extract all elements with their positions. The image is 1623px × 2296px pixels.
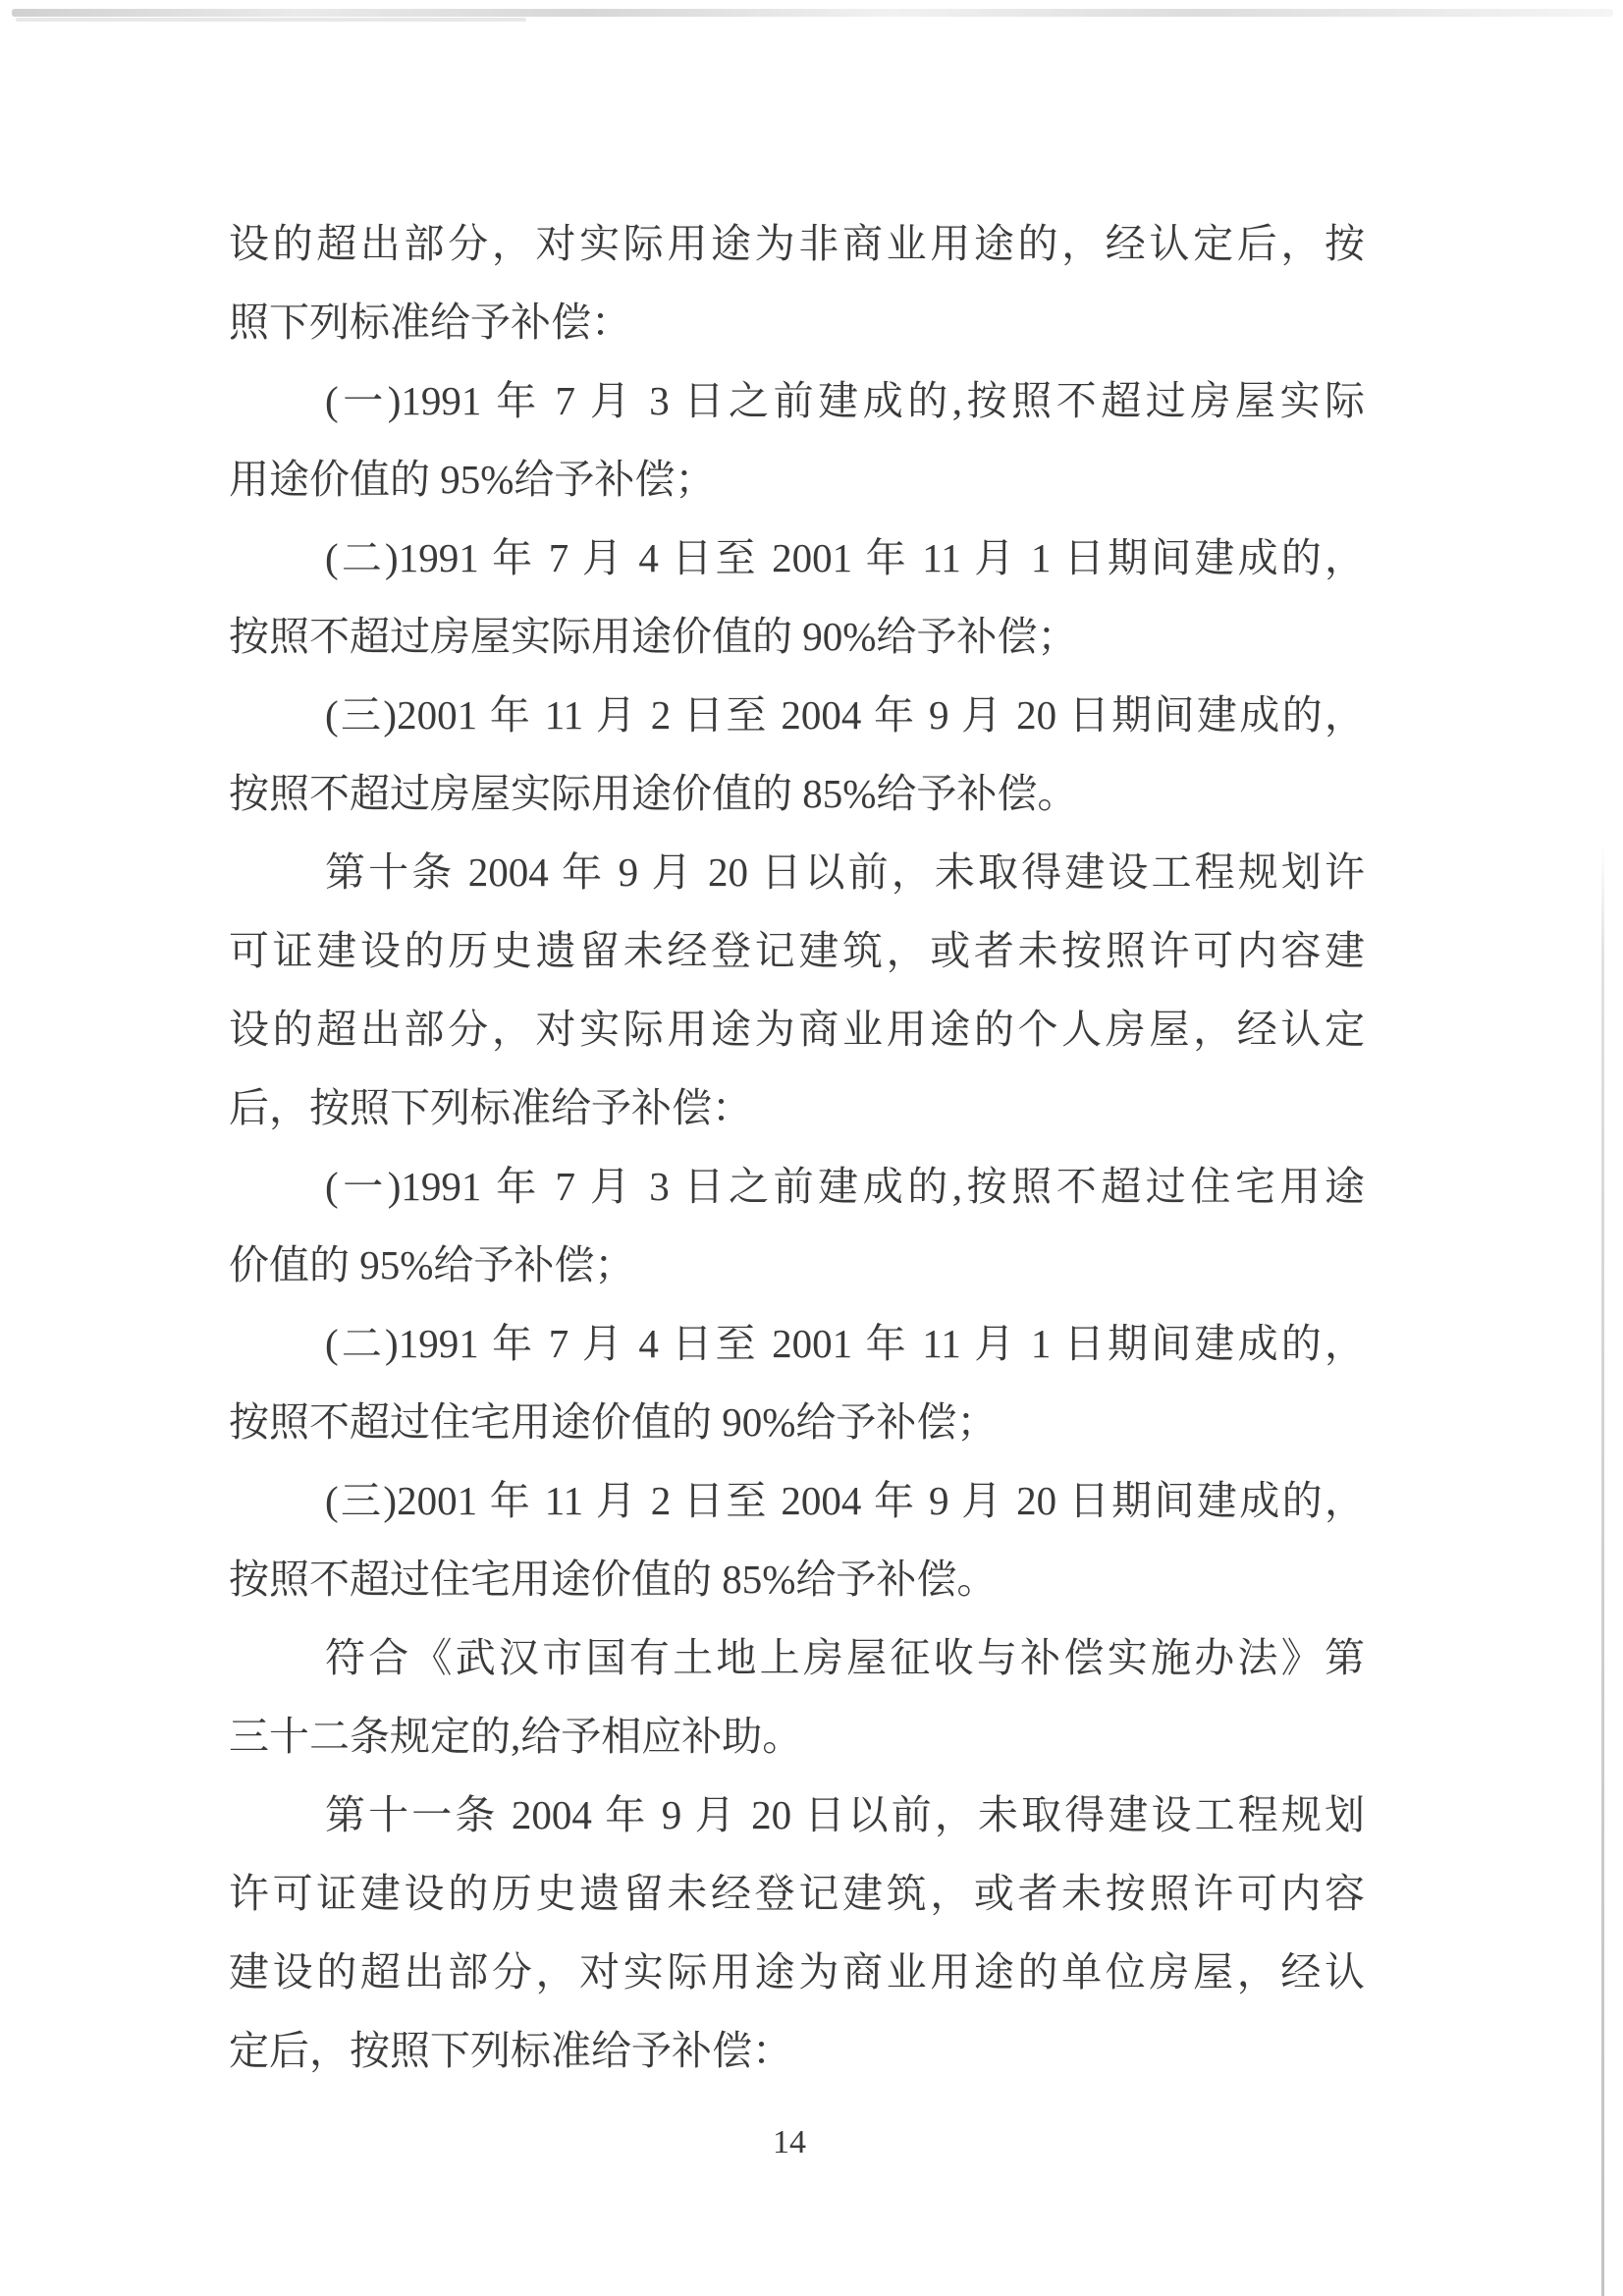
scan-artifact-right-edge-line <box>1601 845 1604 2296</box>
text-line: (二)1991 年 7 月 4 日至 2001 年 11 月 1 日期间建成的， <box>325 1321 1365 1366</box>
scan-artifact-top-streak <box>12 9 1613 17</box>
text-line: 按照不超过住宅用途价值的 90%给予补偿； <box>229 1399 998 1445</box>
page-number: 14 <box>773 2124 806 2160</box>
text-line: 设的超出部分，对实际用途为商业用途的个人房屋，经认定 <box>229 1007 1365 1052</box>
text-line: 按照不超过房屋实际用途价值的 90%给予补偿； <box>229 614 1078 659</box>
text-line: 用途价值的 95%给予补偿； <box>229 457 716 502</box>
text-line: 按照不超过住宅用途价值的 85%给予补偿。 <box>229 1557 998 1602</box>
text-line: 后，按照下列标准给予补偿： <box>229 1085 752 1130</box>
text-line: 按照不超过房屋实际用途价值的 85%给予补偿。 <box>229 771 1078 816</box>
text-line: 三十二条规定的,给予相应补助。 <box>229 1714 803 1759</box>
scan-artifact-top-streak-secondary <box>16 18 526 22</box>
text-line: (一)1991 年 7 月 3 日之前建成的,按照不超过房屋实际 <box>325 378 1365 423</box>
text-line: 建设的超出部分，对实际用途为商业用途的单位房屋，经认 <box>229 1949 1365 1995</box>
text-line: 可证建设的历史遗留未经登记建筑，或者未按照许可内容建 <box>229 928 1365 973</box>
text-line: 定后，按照下列标准给予补偿： <box>229 2028 792 2073</box>
text-line: (一)1991 年 7 月 3 日之前建成的,按照不超过住宅用途 <box>325 1164 1365 1209</box>
document-text-column <box>229 204 1365 2090</box>
text-line: (二)1991 年 7 月 4 日至 2001 年 11 月 1 日期间建成的， <box>325 535 1365 580</box>
text-line: 第十条 2004 年 9 月 20 日以前，未取得建设工程规划许 <box>325 849 1365 895</box>
text-line: 符合《武汉市国有土地上房屋征收与补偿实施办法》第 <box>325 1635 1365 1680</box>
text-line: 价值的 95%给予补偿； <box>229 1242 635 1287</box>
text-line: 许可证建设的历史遗留未经登记建筑，或者未按照许可内容 <box>229 1871 1365 1916</box>
text-line: 照下列标准给予补偿： <box>229 300 631 345</box>
text-line: (三)2001 年 11 月 2 日至 2004 年 9 月 20 日期间建成的， <box>325 692 1365 738</box>
text-line: (三)2001 年 11 月 2 日至 2004 年 9 月 20 日期间建成的， <box>325 1478 1365 1523</box>
text-line: 第十一条 2004 年 9 月 20 日以前，未取得建设工程规划 <box>325 1792 1365 1837</box>
text-line: 设的超出部分，对实际用途为非商业用途的，经认定后，按 <box>229 221 1365 266</box>
